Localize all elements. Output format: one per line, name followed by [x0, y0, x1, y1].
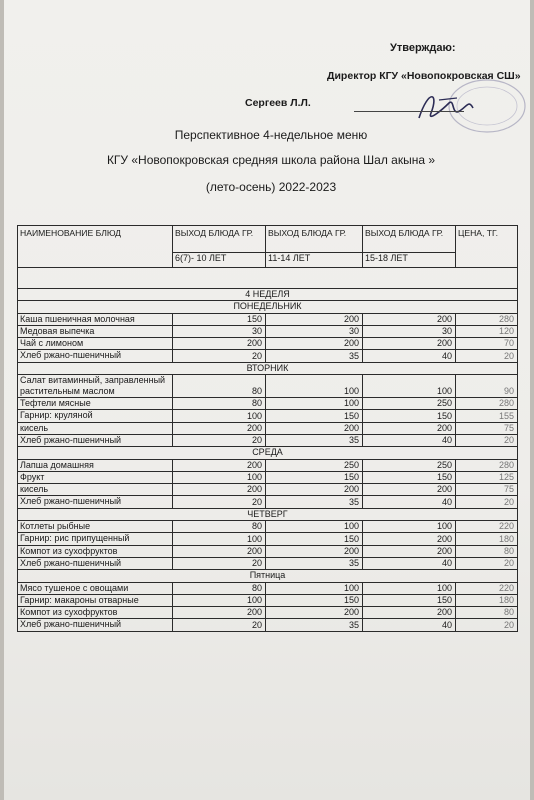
- price: 280: [456, 313, 518, 325]
- output-6-10: 20: [173, 496, 266, 508]
- output-15-18: 200: [363, 607, 456, 619]
- dish-name: Компот из сухофруктов: [18, 607, 173, 619]
- day-header-row: [18, 508, 518, 520]
- output-15-18: 150: [363, 410, 456, 422]
- dish-name: Гарнир: круляной: [18, 410, 173, 422]
- table-row: [18, 594, 518, 606]
- age-group-1: 6(7)- 10 ЛЕТ: [173, 253, 266, 268]
- price: 20: [456, 496, 518, 508]
- price: 155: [456, 410, 518, 422]
- output-15-18: 100: [363, 521, 456, 533]
- output-6-10: 20: [173, 557, 266, 569]
- dish-name: Гарнир: рис припущенный: [18, 533, 173, 545]
- output-11-14: 200: [266, 338, 363, 350]
- price: 75: [456, 422, 518, 434]
- signer-name: Сергеев Л.Л.: [245, 97, 311, 109]
- output-6-10: 200: [173, 338, 266, 350]
- output-6-10: 80: [173, 375, 266, 398]
- output-6-10: 20: [173, 434, 266, 446]
- dish-name: Гарнир: макароны отварные: [18, 594, 173, 606]
- day-label: СРЕДА: [18, 447, 518, 459]
- output-6-10: 80: [173, 521, 266, 533]
- output-11-14: 35: [266, 350, 363, 362]
- table-row: [18, 459, 518, 471]
- table-row: [18, 545, 518, 557]
- output-15-18: 40: [363, 619, 456, 631]
- table-row: [18, 484, 518, 496]
- output-6-10: 80: [173, 398, 266, 410]
- price: 20: [456, 619, 518, 631]
- output-11-14: 200: [266, 545, 363, 557]
- price: 125: [456, 471, 518, 483]
- output-11-14: 150: [266, 594, 363, 606]
- column-header-name: НАИМЕНОВАНИЕ БЛЮД: [18, 226, 173, 268]
- output-6-10: 100: [173, 471, 266, 483]
- day-label: ЧЕТВЕРГ: [18, 508, 518, 520]
- column-header-price: ЦЕНА, ТГ.: [456, 226, 518, 268]
- output-6-10: 100: [173, 410, 266, 422]
- dish-name: Каша пшеничная молочная: [18, 313, 173, 325]
- column-header-output-3: ВЫХОД БЛЮДА ГР.: [363, 226, 456, 253]
- output-11-14: 200: [266, 313, 363, 325]
- table-row: [18, 338, 518, 350]
- table-row: [18, 607, 518, 619]
- output-11-14: 200: [266, 422, 363, 434]
- season-period: (лето-осень) 2022-2023: [205, 180, 337, 194]
- dish-name: Тефтели мясные: [18, 398, 173, 410]
- director-title: Директор КГУ «Новопокровская СШ»: [327, 70, 521, 82]
- table-row: [18, 350, 518, 362]
- price: 180: [456, 533, 518, 545]
- school-name: КГУ «Новопокровская средняя школа района Шал акына »: [106, 153, 436, 167]
- price: 80: [456, 607, 518, 619]
- price: 180: [456, 594, 518, 606]
- output-11-14: 35: [266, 496, 363, 508]
- output-11-14: 150: [266, 471, 363, 483]
- menu-table: [17, 225, 518, 632]
- table-row: [18, 471, 518, 483]
- table-row: [18, 582, 518, 594]
- output-11-14: 35: [266, 557, 363, 569]
- dish-name: Медовая выпечка: [18, 325, 173, 337]
- dish-name: кисель: [18, 484, 173, 496]
- output-11-14: 100: [266, 582, 363, 594]
- output-11-14: 30: [266, 325, 363, 337]
- output-6-10: 200: [173, 422, 266, 434]
- table-row: [18, 434, 518, 446]
- dish-name: Хлеб ржано-пшеничный: [18, 434, 173, 446]
- dish-name: Хлеб ржано-пшеничный: [18, 557, 173, 569]
- output-15-18: 200: [363, 422, 456, 434]
- output-6-10: 150: [173, 313, 266, 325]
- output-15-18: 200: [363, 545, 456, 557]
- day-label: ПОНЕДЕЛЬНИК: [18, 301, 518, 313]
- price: 280: [456, 398, 518, 410]
- price: 20: [456, 350, 518, 362]
- output-6-10: 200: [173, 459, 266, 471]
- table-row: [18, 398, 518, 410]
- output-15-18: 40: [363, 434, 456, 446]
- output-15-18: 40: [363, 350, 456, 362]
- dish-name: Фрукт: [18, 471, 173, 483]
- column-header-output-2: ВЫХОД БЛЮДА ГР.: [266, 226, 363, 253]
- age-group-2: 11-14 ЛЕТ: [266, 253, 363, 268]
- output-11-14: 35: [266, 619, 363, 631]
- output-11-14: 35: [266, 434, 363, 446]
- output-11-14: 100: [266, 375, 363, 398]
- price: 220: [456, 521, 518, 533]
- output-11-14: 200: [266, 484, 363, 496]
- day-header-row: [18, 570, 518, 582]
- output-15-18: 40: [363, 496, 456, 508]
- output-6-10: 100: [173, 533, 266, 545]
- menu-title: Перспективное 4-недельное меню: [174, 128, 368, 142]
- table-row: [18, 325, 518, 337]
- age-group-3: 15-18 ЛЕТ: [363, 253, 456, 268]
- output-15-18: 100: [363, 375, 456, 398]
- day-header-row: [18, 447, 518, 459]
- output-15-18: 200: [363, 313, 456, 325]
- output-6-10: 30: [173, 325, 266, 337]
- dish-name: кисель: [18, 422, 173, 434]
- output-15-18: 40: [363, 557, 456, 569]
- dish-name: Мясо тушеное с овощами: [18, 582, 173, 594]
- output-6-10: 20: [173, 619, 266, 631]
- table-row: [18, 533, 518, 545]
- day-label: ВТОРНИК: [18, 362, 518, 374]
- dish-name: Хлеб ржано-пшеничный: [18, 619, 173, 631]
- dish-name: Чай с лимоном: [18, 338, 173, 350]
- output-6-10: 20: [173, 350, 266, 362]
- output-11-14: 250: [266, 459, 363, 471]
- output-11-14: 100: [266, 398, 363, 410]
- output-15-18: 100: [363, 582, 456, 594]
- table-row: [18, 619, 518, 631]
- dish-name: Лапша домашняя: [18, 459, 173, 471]
- approval-label: Утверждаю:: [390, 42, 456, 54]
- output-15-18: 150: [363, 471, 456, 483]
- day-header-row: [18, 301, 518, 313]
- signature-line: [354, 111, 464, 112]
- day-header-row: [18, 362, 518, 374]
- output-11-14: 150: [266, 533, 363, 545]
- day-label: Пятница: [18, 570, 518, 582]
- table-row: [18, 410, 518, 422]
- dish-name: Салат витаминный, заправленный растительным маслом: [18, 375, 173, 398]
- table-row: [18, 375, 518, 398]
- output-15-18: 200: [363, 533, 456, 545]
- spacer-row: [18, 268, 518, 289]
- price: 220: [456, 582, 518, 594]
- output-6-10: 200: [173, 484, 266, 496]
- price: 90: [456, 375, 518, 398]
- output-11-14: 200: [266, 607, 363, 619]
- table-header-row: [18, 226, 518, 253]
- output-15-18: 250: [363, 459, 456, 471]
- dish-name: Хлеб ржано-пшеничный: [18, 350, 173, 362]
- output-15-18: 150: [363, 594, 456, 606]
- week-label: 4 НЕДЕЛЯ: [18, 289, 518, 301]
- table-row: [18, 313, 518, 325]
- dish-name: Компот из сухофруктов: [18, 545, 173, 557]
- table-row: [18, 521, 518, 533]
- output-6-10: 200: [173, 545, 266, 557]
- price: 280: [456, 459, 518, 471]
- price: 75: [456, 484, 518, 496]
- price: 20: [456, 557, 518, 569]
- dish-name: Котлеты рыбные: [18, 521, 173, 533]
- price: 20: [456, 434, 518, 446]
- output-11-14: 100: [266, 521, 363, 533]
- output-15-18: 30: [363, 325, 456, 337]
- output-11-14: 150: [266, 410, 363, 422]
- output-15-18: 200: [363, 484, 456, 496]
- table-row: [18, 557, 518, 569]
- output-6-10: 100: [173, 594, 266, 606]
- column-header-output-1: ВЫХОД БЛЮДА ГР.: [173, 226, 266, 253]
- output-15-18: 200: [363, 338, 456, 350]
- price: 120: [456, 325, 518, 337]
- week-row: [18, 289, 518, 301]
- output-15-18: 250: [363, 398, 456, 410]
- price: 70: [456, 338, 518, 350]
- table-row: [18, 496, 518, 508]
- price: 80: [456, 545, 518, 557]
- dish-name: Хлеб ржано-пшеничный: [18, 496, 173, 508]
- output-6-10: 200: [173, 607, 266, 619]
- table-row: [18, 422, 518, 434]
- output-6-10: 80: [173, 582, 266, 594]
